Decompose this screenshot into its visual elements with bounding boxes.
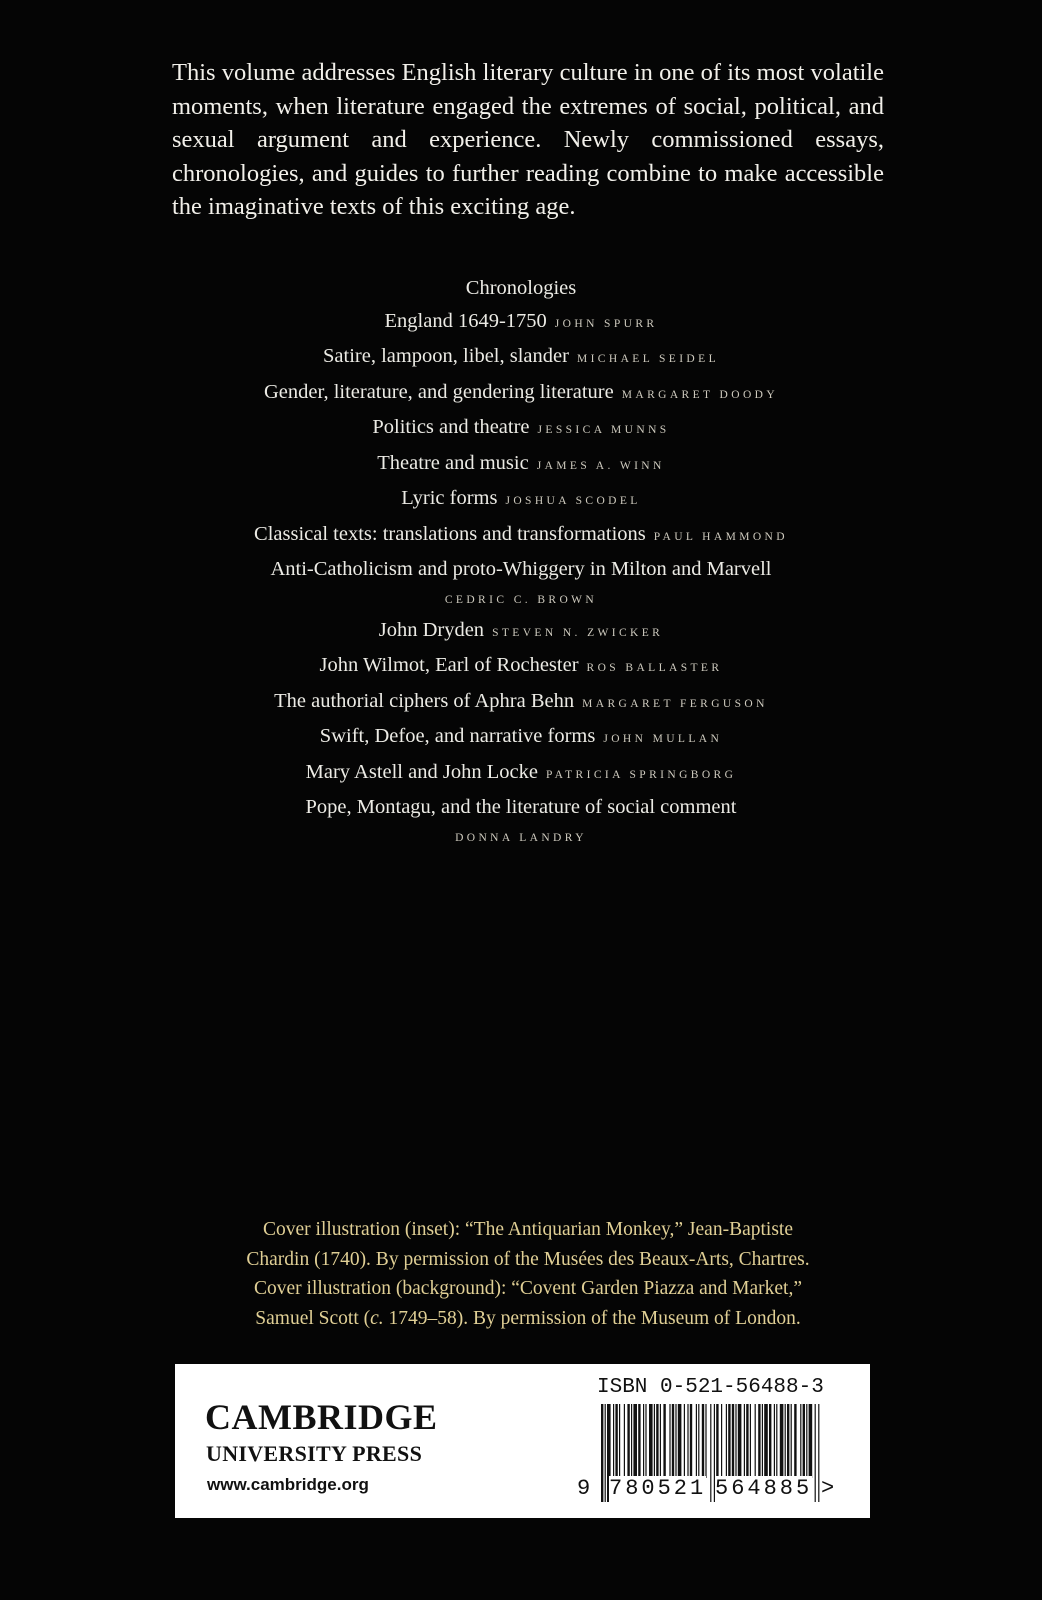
barcode-bar: [746, 1404, 748, 1478]
barcode-bar: [656, 1404, 658, 1478]
entry-author: JOHN MULLAN: [603, 733, 723, 745]
cover-credits: [172, 1215, 884, 1333]
entry-title: Mary Astell and John Locke: [305, 760, 538, 783]
entry-author: JOHN SPURR: [554, 317, 658, 330]
credit-line: [172, 1304, 884, 1334]
barcode-left-digits: 780521: [609, 1476, 707, 1501]
barcode-bar: [744, 1404, 745, 1478]
barcode-bar: [721, 1404, 722, 1478]
contents-entry: [130, 553, 912, 586]
publisher-url: www.cambridge.org: [207, 1475, 369, 1494]
entry-author: MICHAEL SEIDEL: [576, 353, 719, 365]
barcode-bar: [705, 1404, 706, 1478]
entry-title: Satire, lampoon, libel, slander: [323, 345, 569, 367]
barcode-bar: [815, 1404, 816, 1502]
barcode-bar: [654, 1404, 655, 1478]
credit-line: Chardin (1740). By permission of the Musées des Beaux-Arts, Chartres.: [246, 1248, 810, 1270]
barcode-bar: [684, 1404, 685, 1478]
barcode-bar: [785, 1404, 786, 1478]
barcode-lead-digit: 9: [577, 1476, 594, 1501]
entry-author: PAUL HAMMOND: [653, 530, 788, 543]
contents-entry: [130, 791, 912, 824]
barcode-bar: [698, 1404, 699, 1478]
contents-entry: [130, 756, 912, 792]
contents-entry: [130, 482, 912, 518]
barcode-bar: [702, 1404, 704, 1478]
barcode-bar: [818, 1404, 819, 1502]
entry-author: ROS BALLASTER: [586, 662, 723, 674]
entry-author: DONNA LANDRY: [455, 831, 587, 844]
contents-entry: [130, 720, 912, 756]
entry-title: John Dryden: [378, 618, 485, 641]
barcode-bar: [735, 1404, 736, 1478]
entry-title: Anti-Catholicism and proto-Whiggery in Milton and Marvell: [270, 558, 772, 580]
barcode-bar: [675, 1404, 676, 1478]
contents-entry: [130, 685, 912, 721]
barcode-bar: [780, 1404, 784, 1478]
barcode-bar: [800, 1404, 801, 1478]
barcode-bar: [726, 1404, 727, 1478]
credit-line: Cover illustration (inset): “The Antiquarian Monkey,” Jean-Baptiste: [263, 1219, 793, 1240]
contents-entry: [130, 447, 912, 483]
contents-entry: [130, 649, 912, 685]
credit-text: Samuel Scott (: [255, 1307, 371, 1329]
barcode-bar: [732, 1404, 734, 1478]
barcode-bar: [738, 1404, 742, 1478]
barcode-bar: [624, 1404, 625, 1478]
barcode-bar: [769, 1404, 771, 1478]
entry-author: PATRICIA SPRINGBORG: [545, 768, 737, 781]
contents-entry: [130, 518, 912, 554]
entry-author: MARGARET FERGUSON: [582, 697, 768, 710]
barcode-bar: [645, 1404, 646, 1478]
barcode-bar: [601, 1404, 603, 1502]
barcode-bar: [660, 1404, 661, 1478]
contents-entry: [130, 340, 912, 376]
barcode-right-digits: 564885: [715, 1476, 813, 1501]
barcode-bar: [774, 1404, 775, 1478]
entry-title: John Wilmot, Earl of Rochester: [319, 654, 579, 676]
barcode-bar: [764, 1404, 768, 1478]
blurb-paragraph: This volume addresses English literary culture in one of its most volatile moments, when literature engaged the extremes of social, political, and sexual argument and experience. Newly commissioned essays, chronologies, and guides to further reading combine to make accessible the imaginative texts of this exciting age.: [172, 59, 884, 220]
barcode-bar: [690, 1404, 692, 1478]
entry-author: STEVEN N. ZWICKER: [492, 626, 664, 639]
publisher-subtitle: UNIVERSITY PRESS: [206, 1441, 423, 1466]
barcode-arrow: >: [821, 1476, 838, 1501]
publisher-name: CAMBRIDGE: [205, 1397, 438, 1437]
barcode-bar: [803, 1404, 805, 1478]
contents-list: [130, 272, 912, 852]
credit-circa: c.: [370, 1307, 384, 1329]
credit-text: 1749–58). By permission of the Museum of London.: [383, 1307, 801, 1329]
barcode-bar: [619, 1404, 620, 1478]
barcode-bar: [633, 1404, 637, 1478]
entry-author: JESSICA MUNNS: [537, 424, 670, 436]
entry-author: CEDRIC C. BROWN: [444, 593, 598, 606]
barcode-bar: [663, 1404, 665, 1478]
publisher-panel: [175, 1364, 870, 1518]
entry-title: The authorial ciphers of Aphra Behn: [274, 689, 575, 712]
contents-entry: [130, 411, 912, 447]
barcode-bar: [776, 1404, 777, 1478]
contents-entry: [130, 614, 912, 650]
contents-entry: [130, 376, 912, 412]
barcode-bar: [687, 1404, 688, 1478]
barcode-bar: [678, 1404, 682, 1478]
barcode-bar: [710, 1404, 711, 1502]
barcode-bar: [750, 1404, 751, 1478]
barcode-bar: [631, 1404, 632, 1478]
barcode-bar: [643, 1404, 644, 1478]
barcode-bar: [669, 1404, 670, 1478]
entry-title: England 1649-1750: [384, 309, 547, 332]
barcode-bar: [615, 1404, 617, 1478]
barcode-bar: [605, 1404, 606, 1502]
barcode-bar: [806, 1404, 807, 1478]
contents-entry: [130, 305, 912, 341]
barcode-bar: [638, 1404, 640, 1478]
barcode-bar: [762, 1404, 763, 1478]
barcode-bar: [696, 1404, 697, 1478]
barcode-bar: [809, 1404, 813, 1478]
isbn-label: ISBN 0-521-56488-3: [597, 1376, 824, 1399]
barcode-bar: [755, 1404, 756, 1478]
barcode-bar: [649, 1404, 653, 1478]
barcode-bar: [672, 1404, 674, 1478]
contents-heading: Chronologies: [465, 277, 577, 299]
entry-title: Gender, literature, and gendering literature: [263, 380, 614, 403]
entry-title: Classical texts: translations and transformations: [254, 522, 646, 545]
entry-title: Theatre and music: [377, 451, 529, 474]
credit-line: Cover illustration (background): “Covent Garden Piazza and Market,”: [254, 1278, 802, 1299]
barcode-bar: [791, 1404, 792, 1478]
entry-author: JAMES A. WINN: [536, 459, 665, 472]
entry-author: JOSHUA SCODEL: [505, 495, 641, 507]
barcode-bar: [728, 1404, 730, 1478]
barcode-bar: [787, 1404, 789, 1478]
entry-author: MARGARET DOODY: [621, 388, 779, 401]
barcode-bar: [758, 1404, 760, 1478]
barcode-bar: [627, 1404, 629, 1478]
barcode-bar: [716, 1404, 718, 1478]
entry-title: Politics and theatre: [372, 416, 530, 438]
barcode-bar: [613, 1404, 614, 1478]
entry-title: Lyric forms: [401, 487, 498, 509]
barcode-bar: [794, 1404, 796, 1478]
entry-title: Pope, Montagu, and the literature of social comment: [305, 796, 737, 818]
entry-title: Swift, Defoe, and narrative forms: [319, 725, 596, 747]
barcode: [575, 1404, 845, 1506]
